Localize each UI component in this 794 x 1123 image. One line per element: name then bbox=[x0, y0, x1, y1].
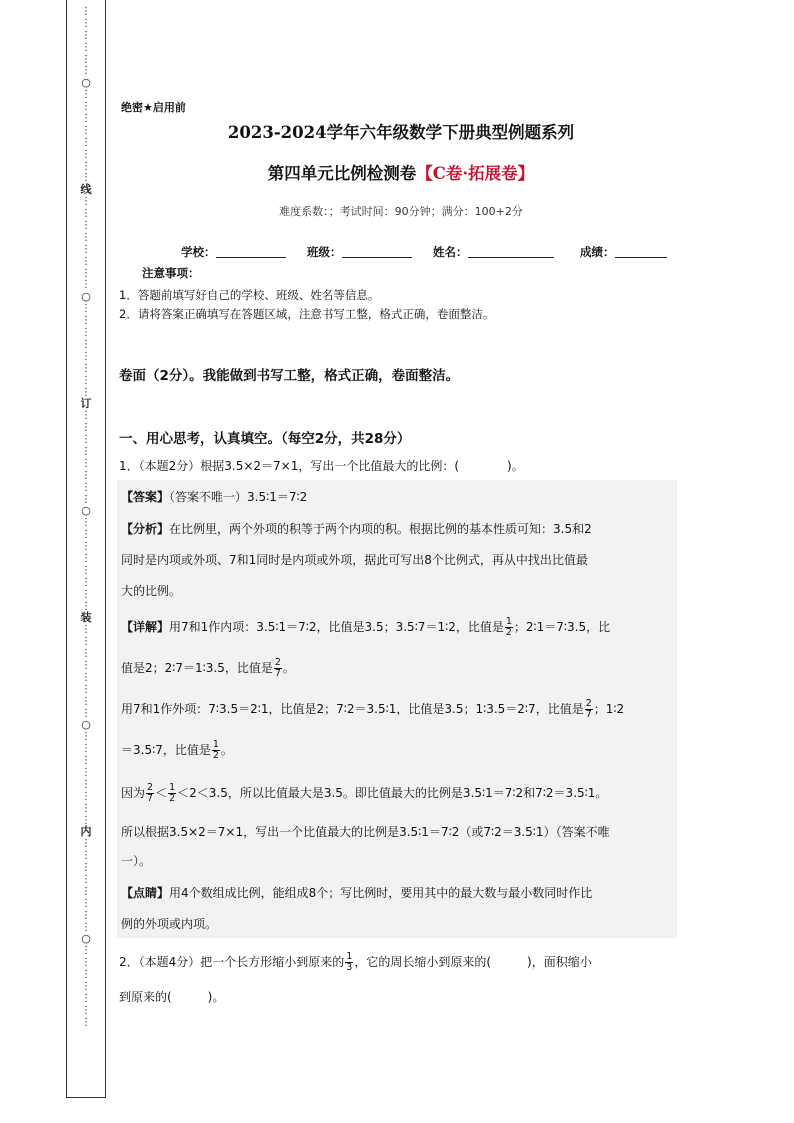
score-blank[interactable] bbox=[615, 245, 667, 258]
binding-dot: ⋮ bbox=[81, 434, 91, 446]
detail-line bbox=[121, 617, 610, 638]
binding-dot: ⋮ bbox=[81, 897, 91, 909]
detail-text: 因为 bbox=[121, 786, 146, 800]
binding-dot: ⋮ bbox=[81, 1004, 91, 1016]
fraction-numerator: 2 bbox=[147, 782, 154, 793]
binding-dot: ⋮ bbox=[81, 707, 91, 719]
subtitle-main: 第四单元比例检测卷 bbox=[267, 164, 417, 183]
binding-dot: ⋮ bbox=[81, 648, 91, 660]
binding-label: 订 bbox=[80, 397, 92, 411]
fraction-denominator: 7 bbox=[585, 709, 592, 720]
binding-circle-icon: ○ bbox=[81, 504, 91, 518]
binding-dot: ⋮ bbox=[81, 790, 91, 802]
binding-dot: ⋮ bbox=[81, 410, 91, 422]
point-line: 例的外项或内项。 bbox=[121, 917, 218, 931]
binding-dot: ⋮ bbox=[81, 517, 91, 529]
binding-dot: ⋮ bbox=[81, 695, 91, 707]
binding-dot: ⋮ bbox=[81, 552, 91, 564]
binding-dot: ⋮ bbox=[81, 196, 91, 208]
binding-dot: ⋮ bbox=[81, 327, 91, 339]
fraction bbox=[212, 740, 220, 761]
binding-dot: ⋮ bbox=[81, 981, 91, 993]
exam-meta: 难度系数：；考试时间：90分钟；满分：100+2分 bbox=[279, 205, 523, 218]
answer-text: （答案不唯一）3.5∶1＝7∶2 bbox=[169, 490, 308, 504]
fraction bbox=[345, 952, 353, 973]
fraction bbox=[585, 699, 593, 720]
binding-dot: ⋮ bbox=[81, 279, 91, 291]
class-label: 班级： bbox=[307, 245, 342, 259]
binding-circle-icon: ○ bbox=[81, 76, 91, 90]
binding-dot: ⋮ bbox=[81, 588, 91, 600]
binding-circle-icon: ○ bbox=[81, 290, 91, 304]
school-field bbox=[181, 244, 286, 260]
analysis-line bbox=[121, 520, 592, 537]
question-text: ，它的周长缩小到原来的( )，面积缩小 bbox=[354, 955, 592, 969]
detail-text: 用7和1作内项：3.5∶1＝7∶2，比值是3.5；3.5∶7＝1∶2，比值是 bbox=[169, 620, 504, 634]
binding-dot: ⋮ bbox=[81, 659, 91, 671]
page-title: 2023-2024学年六年级数学下册典型例题系列 bbox=[227, 123, 575, 142]
binding-dot: ⋮ bbox=[81, 541, 91, 553]
detail-text: ＜ bbox=[155, 786, 168, 800]
detail-text: 。 bbox=[220, 743, 233, 757]
binding-circle-icon: ○ bbox=[81, 718, 91, 732]
detail-text: 值是2；2∶7＝1∶3.5，比值是 bbox=[121, 661, 273, 675]
binding-dot: ⋮ bbox=[81, 160, 91, 172]
binding-dot: ⋮ bbox=[81, 350, 91, 362]
detail-text: ；1∶2 bbox=[593, 702, 625, 716]
detail-line bbox=[121, 699, 624, 720]
binding-dot: ⋮ bbox=[81, 422, 91, 434]
score-field bbox=[580, 244, 667, 260]
analysis-text: 在比例里，两个外项的积等于两个内项的积。根据比例的基本性质可知：3.5和2 bbox=[169, 522, 592, 536]
binding-dot: ⋮ bbox=[81, 493, 91, 505]
binding-dot: ⋮ bbox=[81, 945, 91, 957]
fraction-numerator: 1 bbox=[346, 951, 353, 962]
binding-dot: ⋮ bbox=[81, 992, 91, 1004]
binding-dot: ⋮ bbox=[81, 386, 91, 398]
binding-dot: ⋮ bbox=[81, 53, 91, 65]
school-label: 学校： bbox=[181, 245, 216, 259]
fraction-numerator: 1 bbox=[505, 616, 512, 627]
binding-dot: ⋮ bbox=[81, 124, 91, 136]
binding-dot: ⋮ bbox=[81, 6, 91, 17]
fraction bbox=[505, 617, 513, 638]
point-text: 用4个数组成比例，能组成8个；写比例时，要用其中的最大数与最小数同时作比 bbox=[169, 886, 593, 900]
fraction-numerator: 1 bbox=[212, 739, 219, 750]
binding-dot: ⋮ bbox=[81, 564, 91, 576]
binding-dot: ⋮ bbox=[81, 850, 91, 862]
class-blank[interactable] bbox=[342, 245, 412, 258]
fraction-denominator: 2 bbox=[169, 793, 176, 804]
name-blank[interactable] bbox=[468, 245, 554, 258]
binding-dot: ⋮ bbox=[81, 874, 91, 886]
answer-line bbox=[121, 488, 307, 505]
detail-text: 。 bbox=[282, 661, 295, 675]
name-field bbox=[433, 244, 554, 260]
fraction-numerator: 2 bbox=[274, 657, 281, 668]
point-line bbox=[121, 884, 592, 901]
fraction-denominator: 2 bbox=[212, 750, 219, 761]
binding-dot: ⋮ bbox=[81, 862, 91, 874]
secret-label: 绝密★启用前 bbox=[121, 101, 186, 114]
binding-dot: ⋮ bbox=[81, 303, 91, 315]
name-label: 姓名： bbox=[433, 245, 468, 259]
detail-line bbox=[121, 658, 295, 679]
analysis-line: 同时是内项或外项、7和1同时是内项或外项，据此可写出8个比例式，再从中找出比值最 bbox=[121, 553, 588, 567]
binding-dot: ⋮ bbox=[81, 600, 91, 612]
detail-text: ＜2＜3.5，所以比值最大是3.5。即比值最大的比例是3.5∶1＝7∶2和7∶2＝3.5∶1。 bbox=[177, 786, 608, 800]
binding-circle-icon: ○ bbox=[81, 932, 91, 946]
point-label: 【点睛】 bbox=[121, 886, 170, 900]
binding-dot: ⋮ bbox=[81, 909, 91, 921]
subtitle-tag: 【C卷·拓展卷】 bbox=[416, 164, 535, 183]
binding-dot: ⋮ bbox=[81, 755, 91, 767]
binding-dot: ⋮ bbox=[81, 921, 91, 933]
binding-dot: ⋮ bbox=[81, 89, 91, 101]
fraction-denominator: 3 bbox=[346, 962, 353, 973]
question-2-continued: 到原来的( )。 bbox=[119, 990, 225, 1004]
class-field bbox=[307, 244, 412, 260]
binding-dot: ⋮ bbox=[81, 445, 91, 457]
score-label: 成绩： bbox=[580, 245, 615, 259]
binding-dot: ⋮ bbox=[81, 624, 91, 636]
binding-dot: ⋮ bbox=[81, 802, 91, 814]
question-text: 2．（本题4分）把一个长方形缩小到原来的 bbox=[119, 955, 345, 969]
question-2 bbox=[119, 952, 592, 973]
binding-dot: ⋮ bbox=[81, 208, 91, 220]
binding-dot: ⋮ bbox=[81, 231, 91, 243]
detail-label: 【详解】 bbox=[121, 620, 170, 634]
binding-dot: ⋮ bbox=[81, 576, 91, 588]
binding-dot: ⋮ bbox=[81, 671, 91, 683]
fraction-numerator: 2 bbox=[585, 698, 592, 709]
binding-dot: ⋮ bbox=[81, 65, 91, 77]
neatness-statement: 卷面（2分）。我能做到书写工整，格式正确，卷面整洁。 bbox=[119, 368, 460, 384]
binding-dot: ⋮ bbox=[81, 243, 91, 255]
notice-item: 2．请将答案正确填写在答题区域，注意书写工整，格式正确，卷面整洁。 bbox=[119, 307, 495, 321]
detail-line: 一）。 bbox=[121, 854, 152, 868]
fraction bbox=[168, 783, 176, 804]
binding-dot: ⋮ bbox=[81, 113, 91, 125]
binding-dot: ⋮ bbox=[81, 172, 91, 184]
school-blank[interactable] bbox=[216, 245, 286, 258]
detail-line bbox=[121, 783, 607, 804]
answer-label: 【答案】 bbox=[121, 490, 170, 504]
detail-text: 用7和1作外项：7∶3.5＝2∶1，比值是2；7∶2＝3.5∶1，比值是3.5；1∶3.5＝2∶7，比值是 bbox=[121, 702, 584, 716]
binding-dot: ⋮ bbox=[81, 814, 91, 826]
binding-dot: ⋮ bbox=[81, 469, 91, 481]
binding-dot: ⋮ bbox=[81, 957, 91, 969]
fraction bbox=[274, 658, 282, 679]
fraction-denominator: 2 bbox=[505, 627, 512, 638]
binding-dot: ⋮ bbox=[81, 529, 91, 541]
fraction-numerator: 1 bbox=[169, 782, 176, 793]
binding-dot: ⋮ bbox=[81, 362, 91, 374]
section-title: 一、用心思考，认真填空。（每空2分，共28分） bbox=[119, 431, 411, 447]
detail-text: ；2∶1＝7∶3.5，比 bbox=[513, 620, 611, 634]
fraction-denominator: 7 bbox=[147, 793, 154, 804]
binding-dot: ⋮ bbox=[81, 767, 91, 778]
binding-dot: ⋮ bbox=[81, 683, 91, 695]
notice-item: 1．答题前填写好自己的学校、班级、姓名等信息。 bbox=[119, 288, 380, 302]
binding-dot: ⋮ bbox=[81, 731, 91, 743]
binding-dot: ⋮ bbox=[81, 481, 91, 493]
binding-dot: ⋮ bbox=[81, 220, 91, 232]
binding-dot: ⋮ bbox=[81, 838, 91, 850]
binding-label: 内 bbox=[80, 825, 92, 839]
notice-heading: 注意事项： bbox=[142, 266, 200, 280]
fraction-denominator: 7 bbox=[274, 668, 281, 679]
binding-label: 装 bbox=[80, 611, 92, 625]
binding-dot: ⋮ bbox=[81, 778, 91, 790]
analysis-label: 【分析】 bbox=[121, 522, 170, 536]
binding-dot: ⋮ bbox=[81, 136, 91, 148]
binding-dot: ⋮ bbox=[81, 1016, 91, 1028]
analysis-line: 大的比例。 bbox=[121, 584, 182, 598]
binding-dot: ⋮ bbox=[81, 885, 91, 897]
binding-dot: ⋮ bbox=[81, 743, 91, 755]
binding-dot: ⋮ bbox=[81, 255, 91, 267]
binding-dot: ⋮ bbox=[81, 969, 91, 981]
binding-dot: ⋮ bbox=[81, 267, 91, 279]
binding-label: 线 bbox=[80, 183, 92, 197]
detail-line: 所以根据3.5×2＝7×1，写出一个比值最大的比例是3.5∶1＝7∶2（或7∶2＝3.5∶1）（答案不唯 bbox=[121, 825, 610, 839]
binding-dot: ⋮ bbox=[81, 41, 91, 53]
fraction bbox=[146, 783, 154, 804]
page-subtitle bbox=[0, 160, 794, 184]
binding-dot: ⋮ bbox=[81, 17, 91, 29]
binding-dot: ⋮ bbox=[81, 101, 91, 113]
binding-dot: ⋮ bbox=[81, 636, 91, 648]
detail-line bbox=[121, 740, 233, 761]
detail-text: ＝3.5∶7，比值是 bbox=[121, 743, 211, 757]
binding-dot: ⋮ bbox=[81, 457, 91, 469]
question-1: 1．（本题2分）根据3.5×2＝7×1，写出一个比值最大的比例：( )。 bbox=[119, 459, 524, 473]
binding-dot: ⋮ bbox=[81, 148, 91, 160]
binding-dot: ⋮ bbox=[81, 374, 91, 386]
binding-dot: ⋮ bbox=[81, 338, 91, 350]
binding-dot: ⋮ bbox=[81, 29, 91, 41]
binding-dot: ⋮ bbox=[81, 315, 91, 327]
